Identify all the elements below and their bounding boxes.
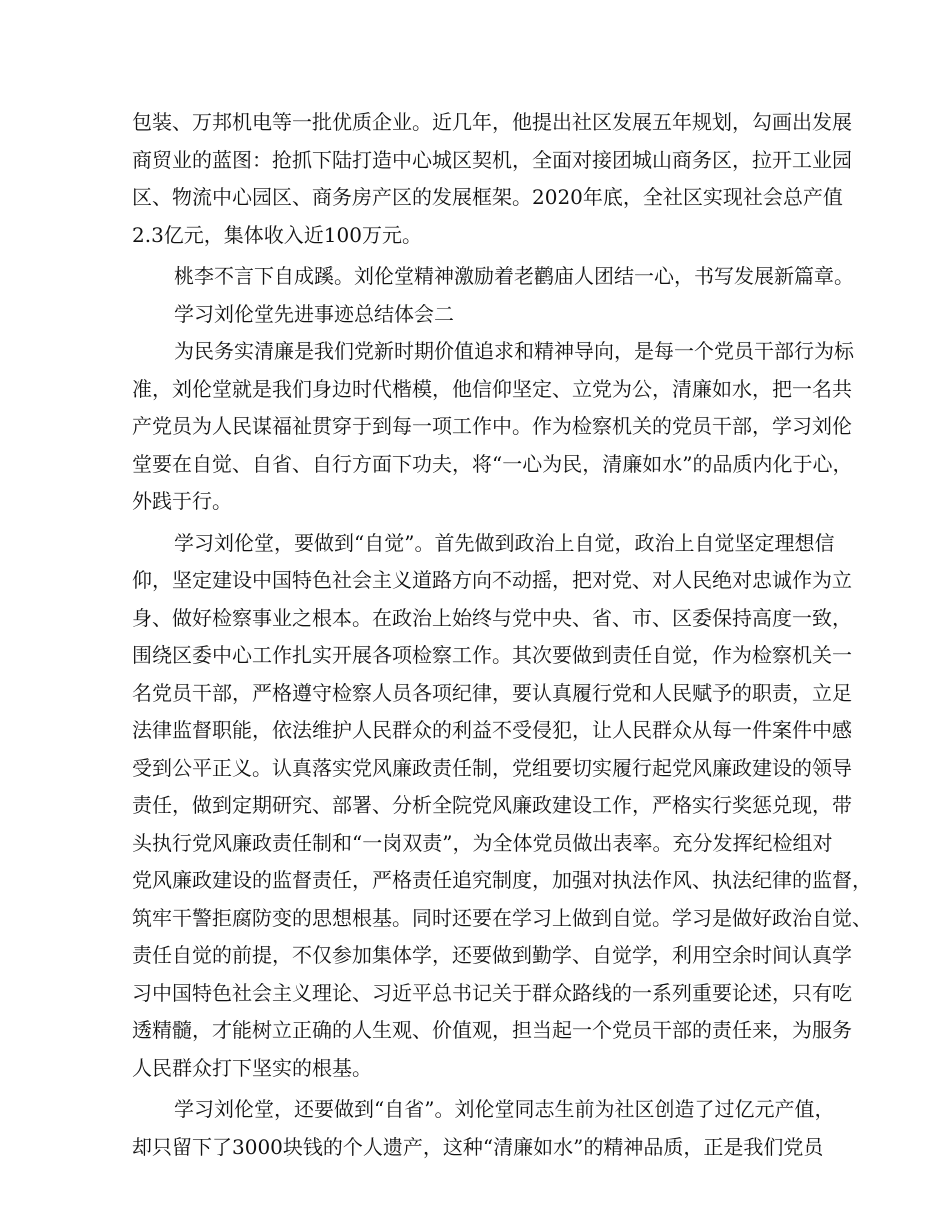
text-line: 受到公平正义。认真落实党风廉政责任制，党组要切实履行起党风廉政建设的领导: [132, 755, 852, 780]
text-line: 围绕区委中心工作扎实开展各项检察工作。其次要做到责任自觉，作为检察机关一: [132, 643, 852, 667]
text-line: 却只留下了3000块钱的个人遗产，这种“清廉如水”的精神品质，正是我们党员: [132, 1134, 824, 1159]
text-line: 产党员为人民谋福祉贯穿于到每一项工作中。作为检察机关的党员干部，学习刘伦: [132, 414, 852, 438]
text-line: 名党员干部，严格遵守检察人员各项纪律，要认真履行党和人民赋予的职责，立足: [132, 680, 852, 705]
text-line: 身、做好检察事业之根本。在政治上始终与党中央、省、市、区委保持高度一致，: [132, 605, 852, 630]
text-line: 商贸业的蓝图：抢抓下陆打造中心城区契机，全面对接团城山商务区，拉开工业园: [132, 147, 852, 172]
section-heading: [132, 296, 832, 334]
paragraph-continuation: [132, 104, 852, 254]
text-line: 学习刘伦堂，还要做到“自省”。刘伦堂同志生前为社区创造了过亿元产值，: [174, 1097, 835, 1121]
text-line: 习中国特色社会主义理论、习近平总书记关于群众路线的一系列重要论述，只有吃: [132, 980, 852, 1005]
text-line: 法律监督职能，依法维护人民群众的利益不受侵犯，让人民群众从每一件案件中感: [132, 718, 852, 742]
paragraph: [132, 1091, 835, 1166]
text-line: 头执行党风廉政责任制和“一岗双责”，为全体党员做出表率。充分发挥纪检组对: [132, 830, 833, 855]
paragraph: [132, 525, 872, 1088]
text-line: 透精髓，才能树立正确的人生观、价值观，担当起一个党员干部的责任来，为服务: [132, 1018, 852, 1042]
text-line: 责任自觉的前提，不仅参加集体学，还要做到勤学、自觉学，利用空余时间认真学: [132, 943, 852, 967]
text-line: 人民群众打下坚实的根基。: [132, 1055, 372, 1080]
text-line: 责任，做到定期研究、部署、分析全院党风廉政建设工作，严格实行奖惩兑现，带: [132, 793, 852, 817]
text-line: 桃李不言下自成蹊。刘伦堂精神激励着老鹳庙人团结一心，书写发展新篇章。: [174, 264, 854, 288]
text-line: 学习刘伦堂，要做到“自觉”。首先做到政治上自觉，政治上自觉坚定理想信: [174, 530, 835, 555]
text-line: 2.3亿元，集体收入近100万元。: [132, 222, 422, 247]
text-line: 堂要在自觉、自省、自行方面下功夫，将“一心为民，清廉如水”的品质内化于心，: [132, 451, 853, 476]
text-line: 党风廉政建设的监督责任，严格责任追究制度，加强对执法作风、执法纪律的监督，: [132, 868, 872, 892]
text-line: 仰，坚定建设中国特色社会主义道路方向不动摇，把对党、对人民绝对忠诚作为立: [132, 568, 852, 592]
text-line: 外践于行。: [132, 489, 232, 513]
text-line: 区、物流中心园区、商务房产区的发展框架。2020年底，全社区实现社会总产值: [132, 185, 843, 209]
text-line: 准，刘伦堂就是我们身边时代楷模，他信仰坚定、立党为公，清廉如水，把一名共: [132, 376, 852, 401]
section-heading-text: 学习刘伦堂先进事迹总结体会二: [174, 301, 454, 326]
text-line: 筑牢干警拒腐防变的思想根基。同时还要在学习上做到自觉。学习是做好政治自觉、: [132, 905, 872, 930]
document-body: [132, 104, 872, 1166]
text-line: 包装、万邦机电等一批优质企业。近几年，他提出社区发展五年规划，勾画出发展: [132, 110, 852, 134]
paragraph: [132, 258, 854, 296]
text-line: 为民务实清廉是我们党新时期价值追求和精神导向，是每一个党员干部行为标: [174, 339, 854, 363]
paragraph: [132, 333, 854, 521]
